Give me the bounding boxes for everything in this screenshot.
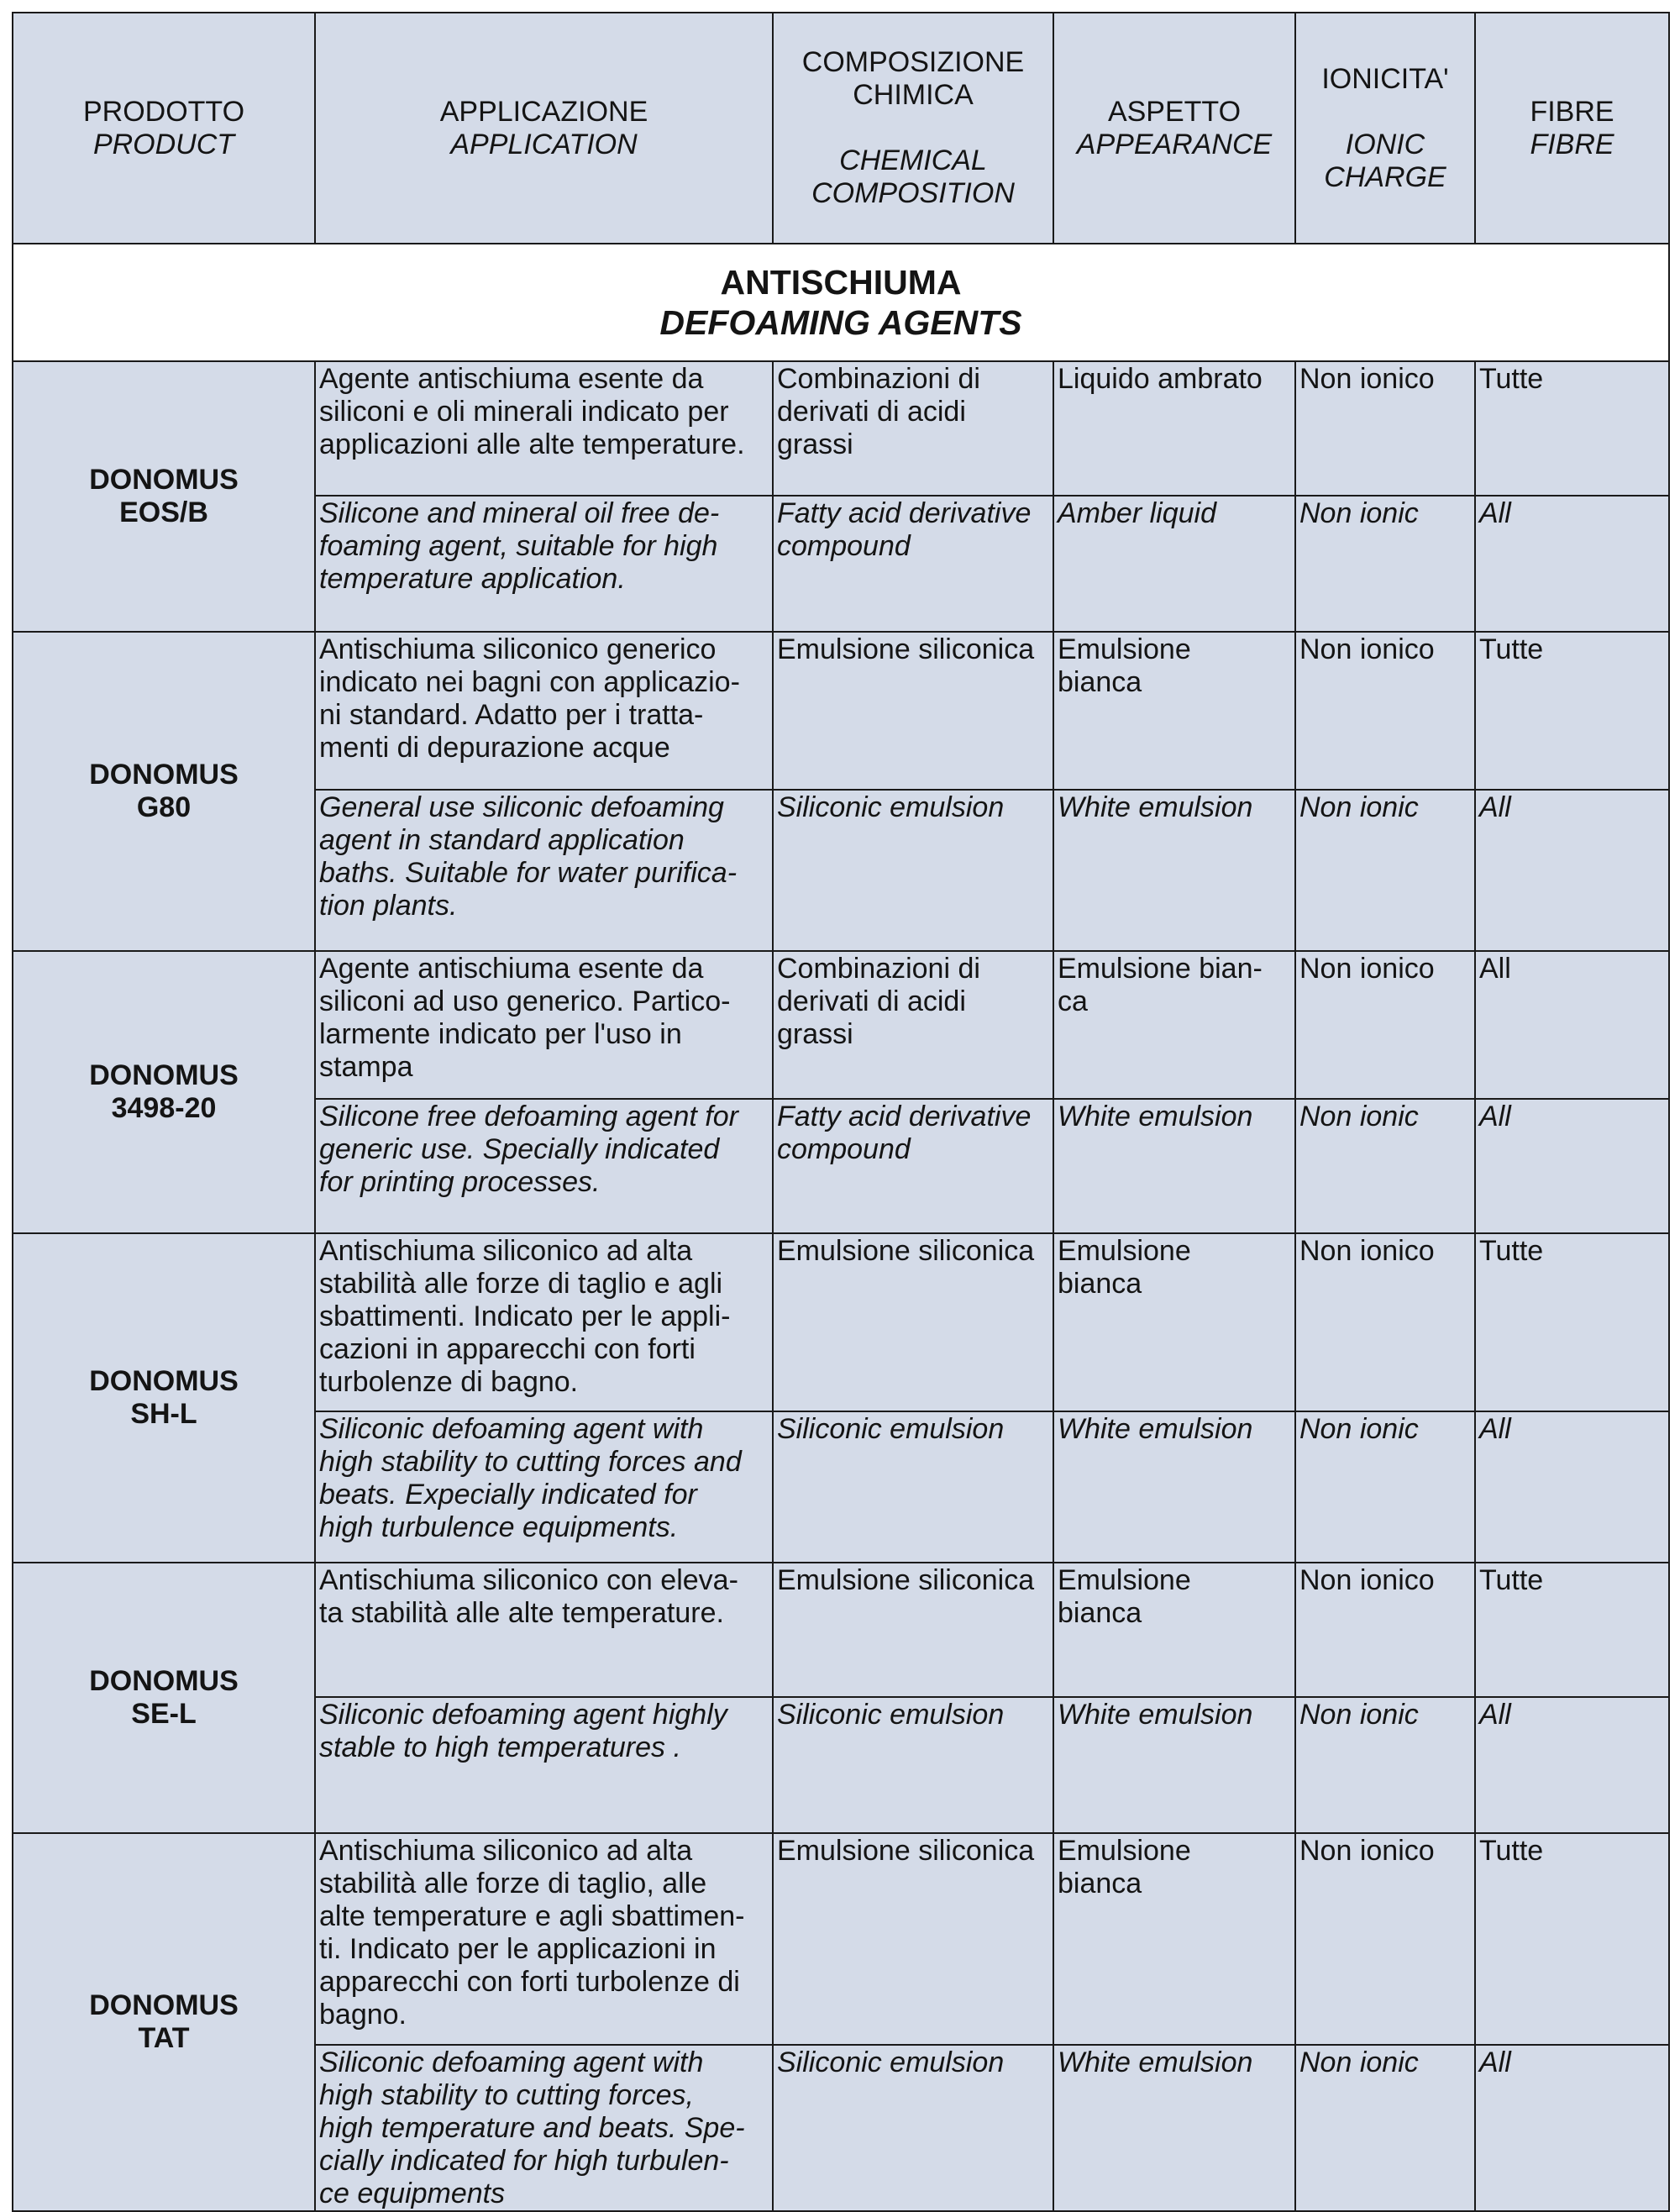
application-cell-it: Antischiuma siliconico generico indicato nei bagni con applicazio- ni standard. Adatto per i tratta- menti di depurazione acque [315,632,773,790]
fibre-cell-en: All [1475,2045,1669,2211]
appearance-cell-en: Amber liquid [1053,496,1295,632]
application-cell-it: Agente antischiuma esente da siliconi e oli minerali indicato per applicazioni alle alte temperature. [315,361,773,496]
appearance-cell-it: Emulsione bianca [1053,632,1295,790]
fibre-cell-it: Tutte [1475,632,1669,790]
ionic-charge-cell-it: Non ionico [1295,632,1475,790]
ionic-charge-cell-it: Non ionico [1295,1833,1475,2045]
product-name-line: TAT [138,2022,190,2054]
ionic-charge-cell-en: Non ionic [1295,1099,1475,1233]
table-row [13,1833,1669,2045]
product-name-line: DONOMUS [89,1059,239,1091]
appearance-cell-it: Emulsione bianca [1053,1233,1295,1411]
application-cell-en: General use siliconic defoaming agent in standard application baths. Suitable for water purifica- tion plants. [315,790,773,951]
table-row [13,951,1669,1099]
ionic-charge-cell-it: Non ionico [1295,1563,1475,1697]
application-cell-it: Antischiuma siliconico ad alta stabilità alle forze di taglio e agli sbattimenti. Indicato per le appli- cazioni in apparecchi con forti turbolenze di bagno. [315,1233,773,1411]
product-name-line: 3498-20 [111,1092,217,1124]
header-application [315,13,773,244]
composition-cell-en: Siliconic emulsion [773,790,1053,951]
application-cell-en: Silicone free defoaming agent for generic use. Specially indicated for printing processes. [315,1099,773,1233]
table-row [13,632,1669,790]
application-cell-it: Antischiuma siliconico con eleva- ta stabilità alle alte temperature. [315,1563,773,1697]
header-appearance-en: APPEARANCE [1076,128,1273,160]
product-name-line: SH-L [130,1398,197,1430]
header-composition-en: CHEMICAL COMPOSITION [811,144,1015,209]
header-fibre [1475,13,1669,244]
product-name-cell [13,632,315,951]
composition-cell-en: Fatty acid derivative compound [773,1099,1053,1233]
product-name-cell [13,1833,315,2211]
fibre-cell-it: Tutte [1475,1833,1669,2045]
product-name-line: G80 [136,791,192,823]
header-application-en: APPLICATION [450,128,638,160]
fibre-cell-it: Tutte [1475,361,1669,496]
product-name-line: DONOMUS [89,759,239,791]
appearance-cell-it: Emulsione bianca [1053,1833,1295,2045]
header-fibre-it: FIBRE [1530,95,1614,128]
section-title-en: DEFOAMING AGENTS [659,303,1022,342]
product-name-line: EOS/B [119,497,208,528]
fibre-cell-en: All [1475,790,1669,951]
header-ionic-it: IONICITA' [1321,62,1449,95]
application-cell-en: Siliconic defoaming agent highly stable to high temperatures . [315,1697,773,1833]
header-ionic-en: IONIC CHARGE [1324,128,1446,193]
application-cell-it: Agente antischiuma esente da siliconi ad uso generico. Partico- larmente indicato per l'uso in stampa [315,951,773,1099]
fibre-cell-it: Tutte [1475,1563,1669,1697]
header-product-en: PRODUCT [92,128,235,160]
composition-cell-it: Combinazioni di derivati di acidi grassi [773,361,1053,496]
ionic-charge-cell-it: Non ionico [1295,951,1475,1099]
appearance-cell-en: White emulsion [1053,1099,1295,1233]
table-row [13,361,1669,496]
fibre-cell-en: All [1475,496,1669,632]
product-name-line: DONOMUS [89,464,239,496]
header-composition [773,13,1053,244]
header-product [13,13,315,244]
composition-cell-en: Fatty acid derivative compound [773,496,1053,632]
section-banner-row [13,244,1669,361]
composition-cell-it: Emulsione siliconica [773,1233,1053,1411]
product-name-cell [13,951,315,1233]
product-name-line: SE-L [131,1698,197,1730]
fibre-cell-it: Tutte [1475,1233,1669,1411]
composition-cell-it: Emulsione siliconica [773,1833,1053,2045]
composition-cell-it: Emulsione siliconica [773,1563,1053,1697]
appearance-cell-en: White emulsion [1053,1697,1295,1833]
appearance-cell-en: White emulsion [1053,1411,1295,1563]
composition-cell-it: Combinazioni di derivati di acidi grassi [773,951,1053,1099]
ionic-charge-cell-en: Non ionic [1295,2045,1475,2211]
application-cell-it: Antischiuma siliconico ad alta stabilità alle forze di taglio, alle alte temperature e agli sbattimen- ti. Indicato per le applicazioni in apparecchi con forti turbolenze di bagno. [315,1833,773,2045]
product-name-cell [13,1563,315,1833]
product-table [12,12,1670,2212]
header-application-it: APPLICAZIONE [439,95,648,128]
fibre-cell-it: All [1475,951,1669,1099]
table-row [13,1233,1669,1411]
product-name-line: DONOMUS [89,1365,239,1397]
ionic-charge-cell-it: Non ionico [1295,361,1475,496]
composition-cell-en: Siliconic emulsion [773,2045,1053,2211]
ionic-charge-cell-en: Non ionic [1295,1697,1475,1833]
application-cell-en: Siliconic defoaming agent with high stability to cutting forces and beats. Expecially indicated for high turbulence equipments. [315,1411,773,1563]
product-name-cell [13,361,315,632]
composition-cell-en: Siliconic emulsion [773,1411,1053,1563]
product-name-cell [13,1233,315,1563]
product-name-line: DONOMUS [89,1989,239,2021]
application-cell-en: Silicone and mineral oil free de- foaming agent, suitable for high temperature application. [315,496,773,632]
header-ionic [1295,13,1475,244]
composition-cell-en: Siliconic emulsion [773,1697,1053,1833]
ionic-charge-cell-en: Non ionic [1295,496,1475,632]
header-composition-it: COMPOSIZIONE CHIMICA [801,46,1025,111]
header-appearance-it: ASPETTO [1107,95,1242,128]
section-title-it: ANTISCHIUMA [720,263,962,302]
section-banner [13,244,1669,361]
fibre-cell-en: All [1475,1411,1669,1563]
header-row [13,13,1669,244]
ionic-charge-cell-it: Non ionico [1295,1233,1475,1411]
header-product-it: PRODOTTO [82,95,245,128]
ionic-charge-cell-en: Non ionic [1295,790,1475,951]
product-name-line: DONOMUS [89,1665,239,1697]
ionic-charge-cell-en: Non ionic [1295,1411,1475,1563]
header-fibre-en: FIBRE [1530,128,1614,160]
composition-cell-it: Emulsione siliconica [773,632,1053,790]
appearance-cell-it: Emulsione bian- ca [1053,951,1295,1099]
table-row [13,1563,1669,1697]
appearance-cell-en: White emulsion [1053,790,1295,951]
appearance-cell-en: White emulsion [1053,2045,1295,2211]
fibre-cell-en: All [1475,1697,1669,1833]
application-cell-en: Siliconic defoaming agent with high stability to cutting forces, high temperature and beats. Spe- cially indicated for high turbulen- ce equipments [315,2045,773,2211]
fibre-cell-en: All [1475,1099,1669,1233]
appearance-cell-it: Emulsione bianca [1053,1563,1295,1697]
header-appearance [1053,13,1295,244]
appearance-cell-it: Liquido ambrato [1053,361,1295,496]
